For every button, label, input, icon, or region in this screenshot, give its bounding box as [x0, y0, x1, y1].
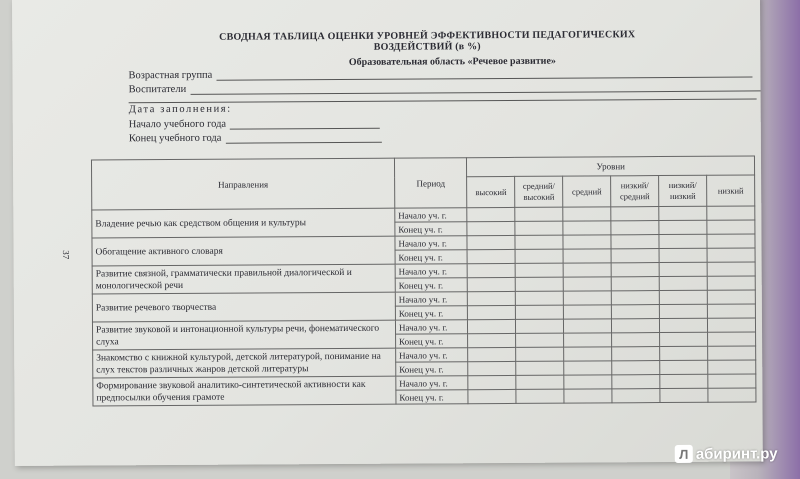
level-value-cell: [564, 389, 612, 403]
level-value-cell: [612, 361, 660, 375]
level-value-cell: [516, 333, 564, 347]
page-title: СВОДНАЯ ТАБЛИЦА ОЦЕНКИ УРОВНЕЙ ЭФФЕКТИВНОСТИ ПЕДАГОГИЧЕСКИХ ВОЗДЕЙСТВИЙ (в %): [219, 29, 636, 53]
level-value-cell: [611, 291, 659, 305]
period-cell: Начало уч. г.: [395, 236, 467, 250]
direction-cell: Знакомство с книжной культурой, детской литературой, понимание на слух текстов различных жанров детской литературы: [93, 348, 396, 378]
level-value-cell: [468, 319, 516, 333]
period-cell: Начало уч. г.: [395, 320, 467, 334]
labirint-logo-icon: Л: [675, 445, 693, 463]
level-value-cell: [516, 375, 564, 389]
table-body: [92, 206, 756, 406]
level-value-cell: [563, 221, 611, 235]
direction-cell: Развитие связной, грамматически правильной диалогической и монологической речи: [92, 264, 395, 294]
level-value-cell: [611, 277, 659, 291]
level-value-cell: [467, 235, 515, 249]
summary-table: [91, 155, 756, 406]
level-header: высокий: [467, 176, 515, 207]
level-value-cell: [707, 248, 755, 262]
level-value-cell: [612, 319, 660, 333]
level-header: низкий: [707, 175, 755, 206]
page-number: 37: [61, 250, 72, 260]
level-value-cell: [611, 221, 659, 235]
level-value-cell: [659, 248, 707, 262]
level-value-cell: [612, 347, 660, 361]
direction-cell: Развитие звуковой и интонационной культуры речи, фонематического слуха: [92, 320, 395, 350]
period-cell: Конец уч. г.: [396, 362, 468, 376]
level-value-cell: [564, 375, 612, 389]
year-start-label: Начало учебного года: [128, 118, 227, 131]
level-value-cell: [563, 263, 611, 277]
period-cell: Конец уч. г.: [395, 278, 467, 292]
year-end-line: [225, 132, 381, 144]
document-page: [12, 0, 778, 466]
level-value-cell: [468, 277, 516, 291]
level-value-cell: [515, 263, 563, 277]
level-value-cell: [468, 375, 516, 389]
page-subtitle: Образовательная область «Речевое развитие»: [348, 55, 556, 68]
period-cell: Конец уч. г.: [395, 334, 467, 348]
level-value-cell: [468, 361, 516, 375]
level-value-cell: [611, 249, 659, 263]
level-value-cell: [467, 249, 515, 263]
period-cell: Начало уч. г.: [395, 264, 467, 278]
level-value-cell: [516, 347, 564, 361]
header-direction: Направления: [91, 158, 394, 210]
level-value-cell: [516, 361, 564, 375]
level-value-cell: [564, 347, 612, 361]
period-cell: Начало уч. г.: [395, 292, 467, 306]
level-value-cell: [659, 276, 707, 290]
level-value-cell: [659, 206, 707, 220]
level-value-cell: [707, 318, 755, 332]
level-value-cell: [516, 319, 564, 333]
year-start-field: [129, 118, 380, 131]
level-header: низкий/ низкий: [659, 175, 707, 206]
level-value-cell: [659, 234, 707, 248]
level-value-cell: [564, 361, 612, 375]
level-header: средний/ высокий: [515, 176, 563, 207]
watermark: [675, 444, 778, 463]
direction-cell: Формирование звуковой аналитико-синтетической активности как предпосылки обучения грамоте: [93, 376, 396, 406]
age-group-field: [128, 66, 752, 81]
level-value-cell: [707, 220, 755, 234]
level-value-cell: [707, 276, 755, 290]
watermark-text: абиринт.ру: [695, 444, 778, 463]
level-value-cell: [611, 263, 659, 277]
level-value-cell: [468, 333, 516, 347]
level-value-cell: [515, 221, 563, 235]
level-value-cell: [659, 304, 707, 318]
level-value-cell: [707, 290, 755, 304]
level-value-cell: [564, 305, 612, 319]
level-value-cell: [660, 388, 708, 402]
level-value-cell: [612, 389, 660, 403]
level-value-cell: [660, 346, 708, 360]
period-cell: Начало уч. г.: [396, 376, 468, 390]
period-cell: Начало уч. г.: [396, 348, 468, 362]
level-value-cell: [515, 235, 563, 249]
period-cell: Конец уч. г.: [395, 250, 467, 264]
level-value-cell: [708, 346, 756, 360]
header-period: Период: [394, 158, 467, 208]
level-header: средний: [563, 176, 611, 207]
level-value-cell: [468, 305, 516, 319]
level-value-cell: [468, 389, 516, 403]
age-group-label: Возрастная группа: [128, 69, 213, 82]
level-value-cell: [708, 360, 756, 374]
level-value-cell: [659, 290, 707, 304]
direction-cell: Владение речью как средством общения и культуры: [92, 208, 395, 238]
year-start-line: [230, 118, 380, 130]
educators-label: Воспитатели: [128, 83, 187, 96]
period-cell: Конец уч. г.: [395, 306, 467, 320]
level-value-cell: [707, 304, 755, 318]
level-value-cell: [563, 207, 611, 221]
level-value-cell: [707, 206, 755, 220]
level-value-cell: [467, 221, 515, 235]
level-value-cell: [659, 262, 707, 276]
level-value-cell: [660, 318, 708, 332]
level-value-cell: [660, 332, 708, 346]
level-value-cell: [660, 360, 708, 374]
level-value-cell: [659, 220, 707, 234]
period-cell: Конец уч. г.: [396, 390, 468, 404]
level-value-cell: [612, 333, 660, 347]
level-value-cell: [563, 235, 611, 249]
level-value-cell: [563, 249, 611, 263]
level-value-cell: [708, 332, 756, 346]
level-value-cell: [660, 374, 708, 388]
period-cell: Начало уч. г.: [395, 208, 467, 222]
direction-cell: Обогащение активного словаря: [92, 236, 395, 266]
level-value-cell: [515, 249, 563, 263]
year-end-label: Конец учебного года: [128, 132, 222, 145]
level-value-cell: [564, 333, 612, 347]
level-value-cell: [707, 234, 755, 248]
direction-cell: Развитие речевого творчества: [92, 292, 395, 322]
level-value-cell: [708, 388, 756, 402]
age-group-line: [216, 66, 752, 80]
header-levels: Уровни: [467, 156, 755, 177]
level-value-cell: [516, 305, 564, 319]
level-value-cell: [516, 389, 564, 403]
level-value-cell: [515, 277, 563, 291]
level-value-cell: [468, 347, 516, 361]
level-value-cell: [564, 291, 612, 305]
level-value-cell: [612, 375, 660, 389]
level-value-cell: [708, 374, 756, 388]
level-value-cell: [515, 207, 563, 221]
level-value-cell: [564, 319, 612, 333]
fill-date-label: Дата заполнения:: [128, 103, 232, 116]
level-value-cell: [467, 263, 515, 277]
level-value-cell: [612, 305, 660, 319]
level-value-cell: [611, 207, 659, 221]
level-value-cell: [468, 291, 516, 305]
level-header: низкий/ средний: [611, 176, 659, 207]
level-value-cell: [563, 277, 611, 291]
year-end-field: [129, 132, 382, 145]
level-value-cell: [467, 207, 515, 221]
period-cell: Конец уч. г.: [395, 222, 467, 236]
level-value-cell: [611, 235, 659, 249]
level-value-cell: [516, 291, 564, 305]
level-value-cell: [707, 262, 755, 276]
